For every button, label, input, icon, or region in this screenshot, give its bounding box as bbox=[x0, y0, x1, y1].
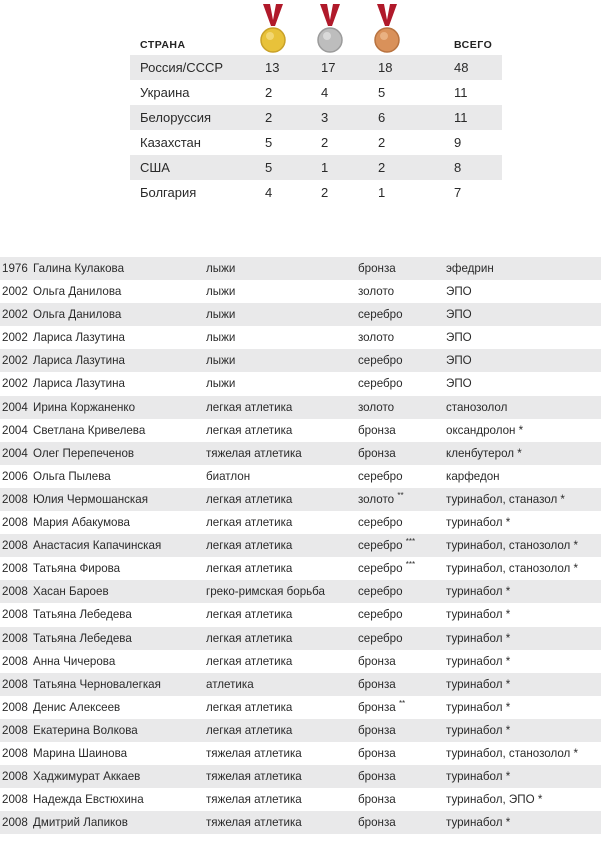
medal-cell bbox=[358, 280, 394, 303]
medal-text: серебро bbox=[358, 377, 403, 391]
medal-text: бронза bbox=[358, 654, 396, 668]
substance-cell: туринабол, станозолол * bbox=[446, 539, 579, 553]
country-header: СТРАНА bbox=[140, 39, 186, 51]
footnote-mark: ** bbox=[398, 698, 406, 708]
athlete-row bbox=[0, 811, 601, 834]
athlete-row bbox=[0, 488, 601, 511]
athlete-name: Татьяна Фирова bbox=[33, 562, 121, 576]
summary-rows bbox=[130, 55, 502, 205]
medal-text: золото bbox=[358, 331, 395, 345]
substance-cell: туринабол * bbox=[446, 677, 511, 691]
medal-header bbox=[130, 0, 502, 55]
athlete-name: Марина Шаинова bbox=[33, 746, 128, 760]
athlete-row bbox=[0, 742, 601, 765]
medal-text: бронза bbox=[358, 446, 396, 460]
medal-text: бронза bbox=[358, 816, 396, 830]
sport-cell: лыжи bbox=[206, 308, 236, 322]
substance-cell: туринабол, ЭПО * bbox=[446, 793, 543, 807]
country-cell: Болгария bbox=[140, 185, 197, 200]
substance-cell: ЭПО bbox=[446, 354, 472, 368]
bronze-count: 2 bbox=[378, 135, 386, 150]
medal-text: бронза bbox=[358, 770, 396, 784]
medal-cell bbox=[358, 442, 396, 465]
medal-text: бронза bbox=[358, 746, 396, 760]
year-cell: 2002 bbox=[2, 377, 28, 391]
substance-cell: туринабол * bbox=[446, 654, 511, 668]
year-cell: 2008 bbox=[2, 677, 28, 691]
athlete-row bbox=[0, 788, 601, 811]
substance-cell: туринабол, станозолол * bbox=[446, 746, 579, 760]
athlete-name: Екатерина Волкова bbox=[33, 723, 138, 737]
medal-text: серебро bbox=[358, 308, 403, 322]
silver-count: 1 bbox=[321, 160, 329, 175]
medal-text: серебро bbox=[358, 539, 403, 553]
medal-text: золото bbox=[358, 492, 395, 506]
athlete-row bbox=[0, 719, 601, 742]
athlete-row bbox=[0, 765, 601, 788]
year-cell: 2002 bbox=[2, 354, 28, 368]
year-cell: 2008 bbox=[2, 562, 28, 576]
athlete-row bbox=[0, 349, 601, 372]
year-cell: 2004 bbox=[2, 400, 28, 414]
summary-row bbox=[130, 105, 502, 130]
substance-cell: туринабол * bbox=[446, 516, 511, 530]
medal-cell bbox=[358, 488, 404, 511]
medal-cell bbox=[358, 788, 396, 811]
gold-count: 4 bbox=[265, 185, 273, 200]
year-cell: 1976 bbox=[2, 262, 28, 275]
athlete-name: Анастасия Капачинская bbox=[33, 539, 162, 553]
athlete-name: Анна Чичерова bbox=[33, 654, 116, 668]
year-cell: 2004 bbox=[2, 423, 28, 437]
athlete-name: Ольга Пылева bbox=[33, 469, 111, 483]
athlete-row bbox=[0, 419, 601, 442]
bronze-medal-icon bbox=[374, 4, 400, 54]
substance-cell: туринабол, станазол * bbox=[446, 492, 565, 506]
country-cell: США bbox=[140, 160, 170, 175]
summary-row bbox=[130, 155, 502, 180]
gold-count: 5 bbox=[265, 160, 273, 175]
medal-summary-table bbox=[130, 0, 502, 205]
footnote-mark: *** bbox=[405, 560, 416, 570]
summary-row bbox=[130, 55, 502, 80]
substance-cell: туринабол * bbox=[446, 816, 511, 830]
year-cell: 2008 bbox=[2, 770, 28, 784]
year-cell: 2008 bbox=[2, 492, 28, 506]
gold-count: 5 bbox=[265, 135, 273, 150]
medal-text: бронза bbox=[358, 700, 396, 714]
medal-text: серебро bbox=[358, 354, 403, 368]
athlete-row bbox=[0, 627, 601, 650]
medal-text: серебро bbox=[358, 469, 403, 483]
athlete-row bbox=[0, 280, 601, 303]
sport-cell: лыжи bbox=[206, 354, 236, 368]
year-cell: 2008 bbox=[2, 746, 28, 760]
country-cell: Украина bbox=[140, 85, 190, 100]
year-cell: 2008 bbox=[2, 793, 28, 807]
gold-count: 13 bbox=[265, 60, 280, 75]
sport-cell: лыжи bbox=[206, 377, 236, 391]
year-cell: 2008 bbox=[2, 631, 28, 645]
athlete-name: Лариса Лазутина bbox=[33, 354, 125, 368]
sport-cell: легкая атлетика bbox=[206, 631, 293, 645]
athlete-name: Хаджимурат Аккаев bbox=[33, 770, 141, 784]
substance-cell: туринабол * bbox=[446, 700, 511, 714]
sport-cell: легкая атлетика bbox=[206, 400, 293, 414]
sport-cell: лыжи bbox=[206, 262, 236, 275]
substance-cell: эфедрин bbox=[446, 262, 494, 275]
medal-text: золото bbox=[358, 400, 395, 414]
medal-cell bbox=[358, 419, 396, 442]
substance-cell: туринабол * bbox=[446, 585, 511, 599]
sport-cell: тяжелая атлетика bbox=[206, 770, 302, 784]
medal-text: золото bbox=[358, 285, 395, 299]
silver-count: 3 bbox=[321, 110, 329, 125]
substance-cell: туринабол, станозолол * bbox=[446, 562, 579, 576]
athlete-name: Юлия Чермошанская bbox=[33, 492, 148, 506]
athlete-name: Ольга Данилова bbox=[33, 285, 122, 299]
athlete-name: Денис Алексеев bbox=[33, 700, 121, 714]
substance-cell: туринабол * bbox=[446, 770, 511, 784]
medal-text: бронза bbox=[358, 262, 396, 275]
total-count: 48 bbox=[454, 60, 469, 75]
athlete-name: Мария Абакумова bbox=[33, 516, 130, 530]
silver-count: 17 bbox=[321, 60, 336, 75]
year-cell: 2002 bbox=[2, 285, 28, 299]
bronze-count: 5 bbox=[378, 85, 386, 100]
medal-cell bbox=[358, 557, 415, 580]
substance-cell: туринабол * bbox=[446, 608, 511, 622]
sport-cell: греко-римская борьба bbox=[206, 585, 326, 599]
athlete-row bbox=[0, 603, 601, 626]
medal-cell bbox=[358, 650, 396, 673]
medal-cell bbox=[358, 465, 403, 488]
sport-cell: легкая атлетика bbox=[206, 492, 293, 506]
medal-cell bbox=[358, 349, 403, 372]
sport-cell: легкая атлетика bbox=[206, 516, 293, 530]
medal-cell bbox=[358, 696, 405, 719]
sport-cell: лыжи bbox=[206, 285, 236, 299]
athlete-name: Татьяна Лебедева bbox=[33, 608, 132, 622]
summary-row bbox=[130, 180, 502, 205]
substance-cell: ЭПО bbox=[446, 377, 472, 391]
athlete-name: Олег Перепеченов bbox=[33, 446, 135, 460]
country-cell: Белоруссия bbox=[140, 110, 212, 125]
total-header: ВСЕГО bbox=[454, 39, 493, 51]
athlete-row bbox=[0, 511, 601, 534]
athlete-name: Надежда Евстюхина bbox=[33, 793, 144, 807]
athlete-row bbox=[0, 372, 601, 395]
year-cell: 2006 bbox=[2, 469, 28, 483]
medal-cell bbox=[358, 627, 403, 650]
medal-cell bbox=[358, 257, 396, 280]
sport-cell: легкая атлетика bbox=[206, 723, 293, 737]
substance-cell: ЭПО bbox=[446, 308, 472, 322]
substance-cell: кленбутерол * bbox=[446, 446, 522, 460]
athletes-table bbox=[0, 257, 601, 834]
total-count: 11 bbox=[454, 85, 468, 100]
sport-cell: тяжелая атлетика bbox=[206, 446, 302, 460]
athlete-row bbox=[0, 257, 601, 280]
medal-text: бронза bbox=[358, 423, 396, 437]
athlete-row bbox=[0, 557, 601, 580]
bronze-count: 2 bbox=[378, 160, 386, 175]
medal-cell bbox=[358, 396, 394, 419]
athlete-row bbox=[0, 326, 601, 349]
medal-text: серебро bbox=[358, 516, 403, 530]
silver-medal-icon bbox=[317, 4, 343, 54]
athlete-row bbox=[0, 534, 601, 557]
footnote-mark: ** bbox=[397, 491, 404, 501]
athlete-name: Светлана Кривелева bbox=[33, 423, 146, 437]
medal-text: серебро bbox=[358, 562, 403, 576]
athlete-name: Хасан Бароев bbox=[33, 585, 109, 599]
substance-cell: карфедон bbox=[446, 469, 500, 483]
year-cell: 2008 bbox=[2, 816, 28, 830]
substance-cell: ЭПО bbox=[446, 331, 472, 345]
sport-cell: легкая атлетика bbox=[206, 562, 293, 576]
sport-cell: легкая атлетика bbox=[206, 700, 293, 714]
athlete-name: Галина Кулакова bbox=[33, 262, 125, 275]
substance-cell: оксандролон * bbox=[446, 423, 524, 437]
medal-text: бронза bbox=[358, 723, 396, 737]
athlete-row bbox=[0, 442, 601, 465]
year-cell: 2002 bbox=[2, 308, 28, 322]
year-cell: 2008 bbox=[2, 585, 28, 599]
sport-cell: тяжелая атлетика bbox=[206, 746, 302, 760]
footnote-mark: *** bbox=[405, 537, 416, 547]
silver-count: 2 bbox=[321, 135, 329, 150]
country-cell: Казахстан bbox=[140, 135, 201, 150]
sport-cell: биатлон bbox=[206, 469, 251, 483]
medal-cell bbox=[358, 603, 403, 626]
year-cell: 2008 bbox=[2, 539, 28, 553]
athlete-row bbox=[0, 650, 601, 673]
medal-cell bbox=[358, 811, 396, 834]
substance-cell: туринабол * bbox=[446, 631, 511, 645]
athlete-row bbox=[0, 580, 601, 603]
medal-cell bbox=[358, 372, 403, 395]
substance-cell: ЭПО bbox=[446, 285, 472, 299]
silver-count: 2 bbox=[321, 185, 329, 200]
athlete-name: Лариса Лазутина bbox=[33, 377, 125, 391]
medal-cell bbox=[358, 511, 403, 534]
total-count: 9 bbox=[454, 135, 462, 150]
gold-count: 2 bbox=[265, 85, 273, 100]
year-cell: 2004 bbox=[2, 446, 28, 460]
medal-cell bbox=[358, 742, 396, 765]
sport-cell: тяжелая атлетика bbox=[206, 793, 302, 807]
total-count: 7 bbox=[454, 185, 462, 200]
medal-text: серебро bbox=[358, 631, 403, 645]
bronze-count: 6 bbox=[378, 110, 386, 125]
bronze-count: 18 bbox=[378, 60, 393, 75]
medal-cell bbox=[358, 534, 415, 557]
athlete-row bbox=[0, 673, 601, 696]
substance-cell: станозолол bbox=[446, 400, 508, 414]
year-cell: 2008 bbox=[2, 516, 28, 530]
medal-cell bbox=[358, 580, 403, 603]
substance-cell: туринабол * bbox=[446, 723, 511, 737]
athlete-name: Ольга Данилова bbox=[33, 308, 122, 322]
medal-cell bbox=[358, 326, 394, 349]
athlete-row bbox=[0, 303, 601, 326]
total-count: 8 bbox=[454, 160, 462, 175]
sport-cell: легкая атлетика bbox=[206, 654, 293, 668]
year-cell: 2008 bbox=[2, 608, 28, 622]
country-cell: Россия/СССР bbox=[140, 60, 224, 75]
medal-text: бронза bbox=[358, 793, 396, 807]
summary-row bbox=[130, 130, 502, 155]
medal-cell bbox=[358, 303, 403, 326]
athlete-row bbox=[0, 396, 601, 419]
athlete-row bbox=[0, 465, 601, 488]
bronze-count: 1 bbox=[378, 185, 386, 200]
gold-count: 2 bbox=[265, 110, 273, 125]
sport-cell: легкая атлетика bbox=[206, 423, 293, 437]
year-cell: 2008 bbox=[2, 654, 28, 668]
athlete-name: Ирина Коржаненко bbox=[33, 400, 136, 414]
gold-medal-icon bbox=[260, 4, 286, 54]
total-count: 11 bbox=[454, 110, 468, 125]
medal-text: бронза bbox=[358, 677, 396, 691]
medal-text: серебро bbox=[358, 608, 403, 622]
sport-cell: атлетика bbox=[206, 677, 254, 691]
medal-text: серебро bbox=[358, 585, 403, 599]
sport-cell: легкая атлетика bbox=[206, 608, 293, 622]
medal-cell bbox=[358, 765, 396, 788]
athlete-row bbox=[0, 696, 601, 719]
year-cell: 2002 bbox=[2, 331, 28, 345]
medal-cell bbox=[358, 719, 396, 742]
sport-cell: тяжелая атлетика bbox=[206, 816, 302, 830]
medal-cell bbox=[358, 673, 396, 696]
year-cell: 2008 bbox=[2, 700, 28, 714]
sport-cell: легкая атлетика bbox=[206, 539, 293, 553]
year-cell: 2008 bbox=[2, 723, 28, 737]
athlete-name: Дмитрий Лапиков bbox=[33, 816, 128, 830]
summary-row bbox=[130, 80, 502, 105]
sport-cell: лыжи bbox=[206, 331, 236, 345]
athlete-name: Татьяна Черновалегкая bbox=[33, 677, 161, 691]
athlete-name: Лариса Лазутина bbox=[33, 331, 125, 345]
silver-count: 4 bbox=[321, 85, 329, 100]
athlete-name: Татьяна Лебедева bbox=[33, 631, 132, 645]
